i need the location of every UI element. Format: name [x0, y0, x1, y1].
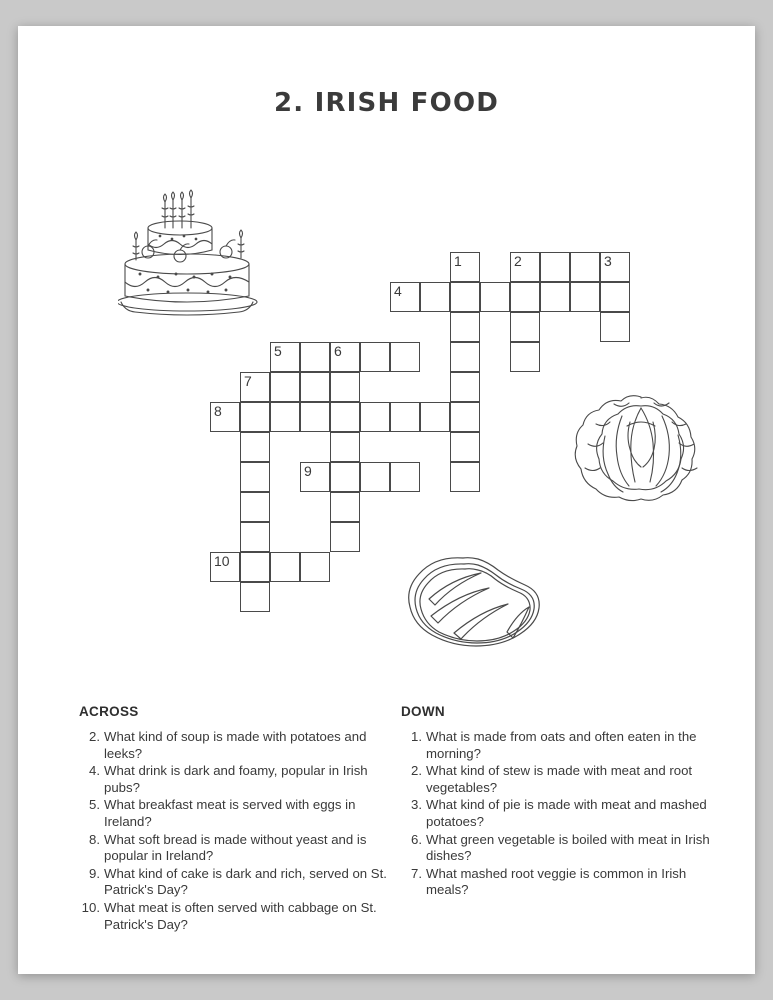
crossword-grid — [18, 26, 755, 646]
clue-text: What green vegetable is boiled with meat in Irish dishes? — [426, 831, 710, 864]
across-clue-item — [79, 832, 391, 865]
down-clue-item — [401, 832, 713, 865]
crossword-cell[interactable] — [210, 552, 240, 582]
clue-number: 2. — [411, 763, 422, 779]
crossword-cell[interactable] — [390, 282, 420, 312]
crossword-cell[interactable] — [270, 402, 300, 432]
across-clue-item — [79, 797, 391, 830]
cell-number: 7 — [244, 373, 252, 389]
clue-number: 7. — [411, 865, 422, 881]
across-clue-column — [79, 704, 391, 934]
crossword-cell[interactable] — [240, 462, 270, 492]
crossword-cell[interactable] — [240, 522, 270, 552]
across-clue-list — [79, 729, 391, 933]
clue-number: 6. — [411, 831, 422, 847]
cell-number: 4 — [394, 283, 402, 299]
crossword-cell[interactable] — [450, 312, 480, 342]
crossword-cell[interactable] — [360, 462, 390, 492]
crossword-cell[interactable] — [390, 342, 420, 372]
cell-number: 5 — [274, 343, 282, 359]
clue-text: What kind of pie is made with meat and mashed potatoes? — [426, 797, 707, 829]
crossword-cell[interactable] — [540, 252, 570, 282]
clue-text: What breakfast meat is served with eggs in Ireland? — [104, 797, 356, 829]
down-clue-item — [401, 729, 713, 762]
crossword-cell[interactable] — [510, 342, 540, 372]
crossword-cell[interactable] — [300, 402, 330, 432]
down-clue-item — [401, 763, 713, 796]
clue-number: 9. — [89, 865, 100, 881]
crossword-cell[interactable] — [450, 462, 480, 492]
crossword-cell[interactable] — [450, 342, 480, 372]
cell-number: 8 — [214, 403, 222, 419]
crossword-cell[interactable] — [540, 282, 570, 312]
crossword-cell[interactable] — [360, 402, 390, 432]
clue-text: What kind of cake is dark and rich, served on St. Patrick's Day? — [104, 865, 387, 898]
across-heading: ACROSS — [79, 704, 139, 719]
worksheet-page — [18, 26, 755, 974]
crossword-cell[interactable] — [300, 462, 330, 492]
cell-number: 1 — [454, 253, 462, 269]
crossword-cell[interactable] — [240, 372, 270, 402]
clue-text: What kind of soup is made with potatoes and leeks? — [104, 729, 367, 761]
crossword-cell[interactable] — [390, 402, 420, 432]
clue-number: 4. — [89, 763, 100, 779]
cell-number: 6 — [334, 343, 342, 359]
crossword-cell[interactable] — [300, 372, 330, 402]
crossword-cell[interactable] — [420, 282, 450, 312]
crossword-cell[interactable] — [570, 252, 600, 282]
crossword-cell[interactable] — [270, 372, 300, 402]
crossword-cell[interactable] — [240, 492, 270, 522]
crossword-cell[interactable] — [600, 252, 630, 282]
clue-text: What mashed root veggie is common in Irish meals? — [426, 865, 687, 898]
clue-text: What soft bread is made without yeast and is popular in Ireland? — [104, 831, 367, 864]
cell-number: 10 — [214, 553, 230, 569]
crossword-cell[interactable] — [390, 462, 420, 492]
crossword-cell[interactable] — [240, 552, 270, 582]
crossword-cell[interactable] — [210, 402, 240, 432]
down-heading: DOWN — [401, 704, 445, 719]
page-title: 2. IRISH FOOD — [273, 88, 500, 118]
crossword-cell[interactable] — [600, 312, 630, 342]
crossword-cell[interactable] — [330, 432, 360, 462]
crossword-cell[interactable] — [450, 402, 480, 432]
crossword-cell[interactable] — [360, 342, 390, 372]
crossword-cell[interactable] — [240, 582, 270, 612]
clue-number: 5. — [89, 797, 100, 813]
clue-text: What kind of stew is made with meat and root vegetables? — [426, 763, 693, 795]
crossword-cell[interactable] — [510, 252, 540, 282]
crossword-cell[interactable] — [330, 492, 360, 522]
crossword-cell[interactable] — [330, 372, 360, 402]
cell-number: 3 — [604, 253, 612, 269]
cell-number: 2 — [514, 253, 522, 269]
down-clue-item — [401, 797, 713, 830]
crossword-cell[interactable] — [510, 282, 540, 312]
crossword-cell[interactable] — [450, 282, 480, 312]
crossword-cell[interactable] — [600, 282, 630, 312]
clue-text: What is made from oats and often eaten in the morning? — [426, 729, 697, 761]
across-clue-item — [79, 866, 391, 899]
crossword-cell[interactable] — [330, 342, 360, 372]
clue-number: 1. — [411, 729, 422, 744]
across-clue-item — [79, 900, 391, 933]
cell-number: 9 — [304, 463, 312, 479]
down-clue-item — [401, 866, 713, 899]
clue-number: 8. — [89, 831, 100, 847]
clue-number: 2. — [89, 729, 100, 744]
crossword-cell[interactable] — [420, 402, 450, 432]
clue-number: 10. — [81, 899, 100, 915]
across-clue-item — [79, 729, 391, 762]
clue-number: 3. — [411, 797, 422, 813]
down-clue-column — [401, 704, 713, 900]
crossword-cell[interactable] — [330, 522, 360, 552]
crossword-cell[interactable] — [570, 282, 600, 312]
clue-text: What drink is dark and foamy, popular in Irish pubs? — [104, 763, 368, 795]
crossword-cell[interactable] — [450, 372, 480, 402]
crossword-cell[interactable] — [300, 342, 330, 372]
crossword-cell[interactable] — [240, 402, 270, 432]
down-clue-list — [401, 729, 713, 899]
crossword-cell[interactable] — [450, 432, 480, 462]
crossword-cell[interactable] — [450, 252, 480, 282]
crossword-cell[interactable] — [300, 552, 330, 582]
crossword-cell[interactable] — [270, 552, 300, 582]
across-clue-item — [79, 763, 391, 796]
crossword-cell[interactable] — [270, 342, 300, 372]
clue-text: What meat is often served with cabbage on St. Patrick's Day? — [104, 899, 377, 932]
crossword-cell[interactable] — [330, 462, 360, 492]
crossword-cell[interactable] — [480, 282, 510, 312]
crossword-cell[interactable] — [330, 402, 360, 432]
crossword-cell[interactable] — [240, 432, 270, 462]
crossword-cell[interactable] — [510, 312, 540, 342]
